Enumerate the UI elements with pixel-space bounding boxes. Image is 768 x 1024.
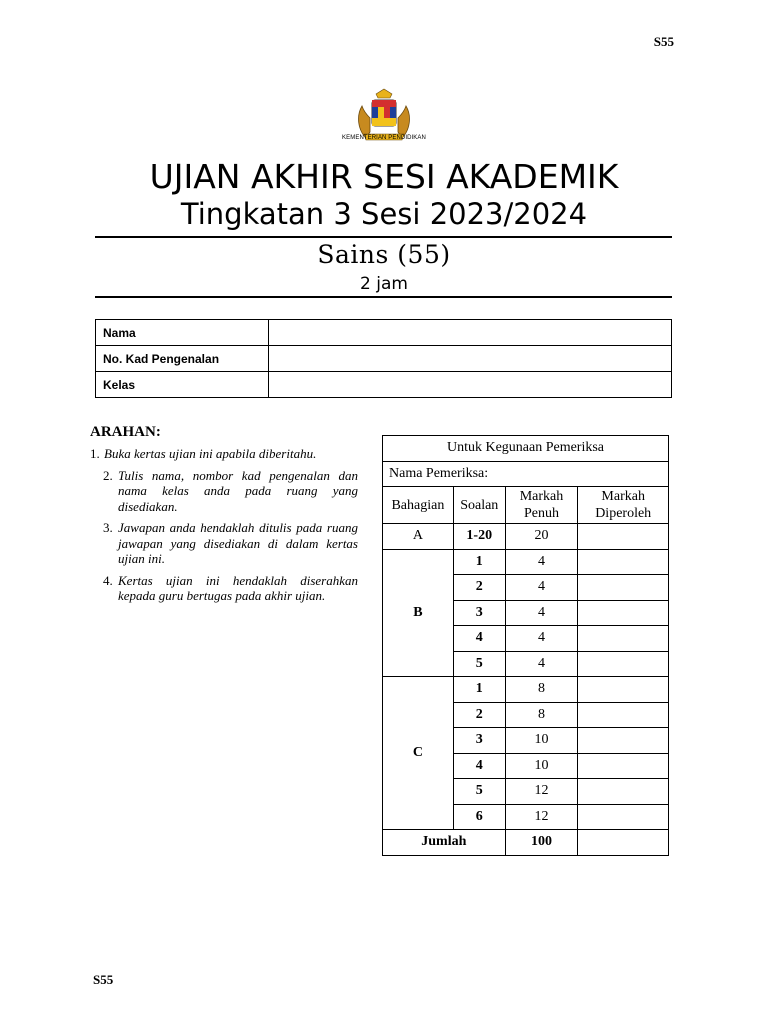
- question-number: 4: [453, 753, 505, 779]
- table-row: [96, 372, 672, 398]
- item-text: Jawapan anda hendaklah ditulis pada ruang jawapan yang disediakan di dalam kertas ujian ini.: [118, 520, 358, 566]
- obtained-marks-cell[interactable]: [578, 677, 669, 703]
- paper-code-bottom: S55: [93, 972, 114, 987]
- total-row: [383, 830, 669, 856]
- item-text: Tulis nama, nombor kad pengenalan dan nama kelas anda pada ruang yang disediakan.: [118, 467, 358, 514]
- obtained-marks-cell[interactable]: [578, 626, 669, 652]
- full-marks: 10: [505, 753, 578, 779]
- header-question: Soalan: [453, 487, 505, 524]
- full-marks: 4: [505, 626, 578, 652]
- candidate-info-table: [95, 319, 672, 398]
- item-text: Kertas ujian ini hendaklah diserahkan kepada guru bertugas pada akhir ujian.: [118, 572, 358, 603]
- item-number: 1.: [90, 446, 100, 461]
- full-marks: 12: [505, 804, 578, 830]
- question-number: 2: [453, 575, 505, 601]
- table-row: [383, 524, 669, 550]
- question-number: 1: [453, 677, 505, 703]
- item-text: Buka kertas ujian ini apabila diberitahu.: [104, 446, 317, 461]
- full-marks: 4: [505, 600, 578, 626]
- section-c-label: C: [383, 677, 454, 830]
- question-number: 3: [453, 728, 505, 754]
- obtained-marks-cell[interactable]: [578, 600, 669, 626]
- table-row: [383, 549, 669, 575]
- examiner-table: [382, 435, 669, 856]
- divider-bottom: [95, 296, 672, 298]
- exam-duration: 2 jam: [360, 274, 408, 294]
- obtained-marks-cell[interactable]: [578, 728, 669, 754]
- class-label: Kelas: [96, 372, 269, 398]
- full-marks: 20: [505, 524, 578, 550]
- question-number: 1-20: [453, 524, 505, 550]
- question-number: 5: [453, 651, 505, 677]
- question-number: 4: [453, 626, 505, 652]
- ministry-caption: KEMENTERIAN PENDIDIKAN: [342, 135, 426, 141]
- question-number: 1: [453, 549, 505, 575]
- exam-subtitle: Tingkatan 3 Sesi 2023/2024: [180, 197, 588, 231]
- obtained-marks-cell[interactable]: [578, 753, 669, 779]
- table-row: [96, 346, 672, 372]
- table-row: [96, 320, 672, 346]
- obtained-marks-cell[interactable]: [578, 549, 669, 575]
- full-marks: 4: [505, 651, 578, 677]
- list-item: [90, 573, 358, 604]
- total-label: Jumlah: [383, 830, 506, 856]
- header-section: Bahagian: [383, 487, 454, 524]
- header-full-marks: Markah Penuh: [505, 487, 578, 524]
- obtained-marks-cell[interactable]: [578, 804, 669, 830]
- obtained-marks-cell[interactable]: [578, 524, 669, 550]
- examiner-name-label: Nama Pemeriksa:: [383, 461, 669, 487]
- name-field[interactable]: [269, 320, 672, 346]
- instructions-list: [90, 446, 358, 610]
- item-number: 4.: [103, 572, 113, 588]
- obtained-marks-cell[interactable]: [578, 779, 669, 805]
- ic-number-label: No. Kad Pengenalan: [96, 346, 269, 372]
- ic-number-field[interactable]: [269, 346, 672, 372]
- paper-code-top: S55: [653, 34, 674, 49]
- table-row: [383, 677, 669, 703]
- header-obtained-marks: Markah Diperoleh: [578, 487, 669, 524]
- item-number: 3.: [103, 520, 113, 535]
- full-marks: 8: [505, 702, 578, 728]
- name-label: Nama: [96, 320, 269, 346]
- total-obtained-cell[interactable]: [578, 830, 669, 856]
- section-a-label: A: [383, 524, 454, 550]
- question-number: 3: [453, 600, 505, 626]
- examiner-table-title: Untuk Kegunaan Pemeriksa: [383, 436, 669, 462]
- item-number: 2.: [103, 467, 113, 483]
- full-marks: 10: [505, 728, 578, 754]
- instructions-heading: ARAHAN:: [90, 424, 161, 440]
- obtained-marks-cell[interactable]: [578, 575, 669, 601]
- obtained-marks-cell[interactable]: [578, 702, 669, 728]
- full-marks: 4: [505, 575, 578, 601]
- full-marks: 8: [505, 677, 578, 703]
- question-number: 2: [453, 702, 505, 728]
- exam-title: UJIAN AKHIR SESI AKADEMIK: [149, 157, 619, 196]
- subject-title: Sains (55): [317, 240, 451, 269]
- class-field[interactable]: [269, 372, 672, 398]
- full-marks: 12: [505, 779, 578, 805]
- question-number: 6: [453, 804, 505, 830]
- section-b-label: B: [383, 549, 454, 677]
- table-header-row: [383, 487, 669, 524]
- question-number: 5: [453, 779, 505, 805]
- total-full-marks: 100: [505, 830, 578, 856]
- list-item: [90, 468, 358, 515]
- list-item: [90, 446, 358, 462]
- full-marks: 4: [505, 549, 578, 575]
- obtained-marks-cell[interactable]: [578, 651, 669, 677]
- list-item: [90, 520, 358, 567]
